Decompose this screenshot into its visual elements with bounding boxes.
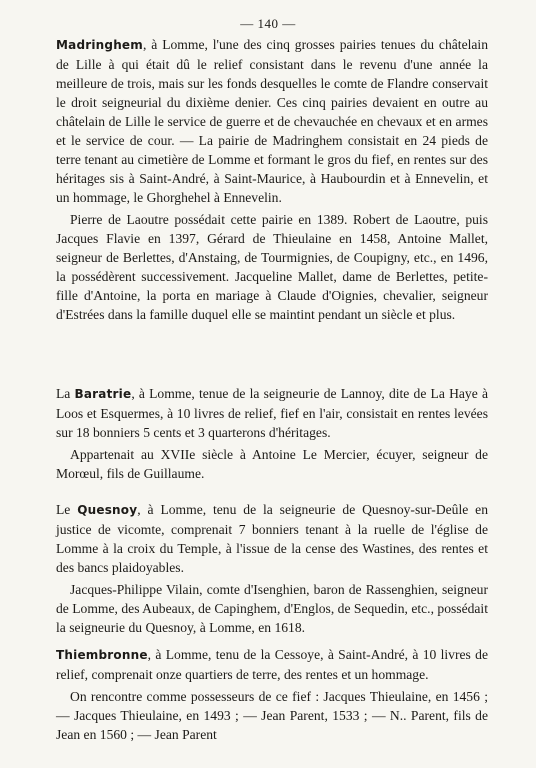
entry-prefix: Le	[56, 502, 78, 517]
entry-prefix: La	[56, 386, 75, 401]
entry-madringhem	[56, 35, 488, 324]
entry-text: , à Lomme, tenu de la Cessoye, à Saint-André, à 10 livres de relief, comprenait onze quartiers de terre, des rentes et un hommage.	[56, 647, 488, 682]
entry-text: , à Lomme, tenue de la seigneurie de Lannoy, dite de La Haye à Loos et Esquermes, à 10 livres de relief, fief en l'air, consistait en rentes levées sur 18 bonniers 5 cents et 3 quarterons d'héritages.	[56, 386, 488, 440]
entry-quesnoy	[56, 500, 488, 637]
entry-text: , à Lomme, tenu de la seigneurie de Quesnoy-sur-Deûle en justice de vicomte, comprenait 7 bonniers tenant à la ruelle de l'église de Lomme à la croix du Temple, à l'issue de la cense des Wastines, des rentes et des bancs plaidoyables.	[56, 502, 488, 575]
entry-paragraph	[56, 500, 488, 577]
entry-heading: Thiembronne	[56, 648, 148, 662]
entry-paragraph	[56, 645, 488, 684]
entry-paragraph: Appartenait au XVIIe siècle à Antoine Le Mercier, écuyer, seigneur de Morœul, fils de Guillaume.	[56, 447, 488, 481]
entry-paragraph	[56, 384, 488, 442]
page-number: — 140 —	[240, 16, 296, 31]
entry-baratrie	[56, 384, 488, 483]
entry-paragraph: Jacques-Philippe Vilain, comte d'Isenghien, baron de Rassenghien, seigneur de Lomme, des Aubeaux, de Capinghem, d'Englos, de Sequedin, etc., possédait la seigneurie du Quesnoy, à Lomme, en 1618.	[56, 582, 488, 635]
entry-paragraph: Pierre de Laoutre possédait cette pairie en 1389. Robert de Laoutre, puis Jacques Flavie en 1397, Gérard de Thieulaine en 1458, Antoine Mallet, seigneur de Berlettes, d'Anstaing, de Tourmignies, de Coupigny, etc., en 1496, la possédèrent successivement. Jacqueline Mallet, dame de Berlettes, petite-fille d'Antoine, la porta en mariage à Claude d'Oignies, chevalier, seigneur d'Estrées dans la famille duquel elle se maintint pendant un siècle et plus.	[56, 212, 488, 322]
entry-heading: Quesnoy	[77, 503, 138, 517]
entry-heading: Madringhem	[56, 38, 143, 52]
entry-paragraph: On rencontre comme possesseurs de ce fief : Jacques Thieulaine, en 1456 ; — Jacques Thieulaine, en 1493 ; — Jean Parent, 1533 ; — N.. Parent, fils de Jean en 1560 ; — Jean Parent	[56, 689, 488, 742]
entry-paragraph	[56, 35, 488, 207]
entry-thiembronne	[56, 645, 488, 744]
entry-text: , à Lomme, l'une des cinq grosses pairies tenues du châtelain de Lille à qui était dû le relief consistant dans le revenu d'une année la meilleure de trois, mais sur les fonds desquelles le comte de Flandre conservait le droit seigneurial du dixième denier. Ces cinq pairies devaient en outre au châtelain de Lille le service de guerre et de chevauchée en chevaux et en armes et le service de cour. — La pairie de Madringhem consistait en 24 pieds de terre tenant au cimetière de Lomme et formant le gros du fief, en rentes sur des héritages sis à Saint-André, à Saint-Maurice, à Haubourdin et à Ennevelin, et un hommage, le Ghorghehel à Ennevelin.	[56, 37, 488, 205]
entry-heading: Baratrie	[74, 387, 132, 401]
